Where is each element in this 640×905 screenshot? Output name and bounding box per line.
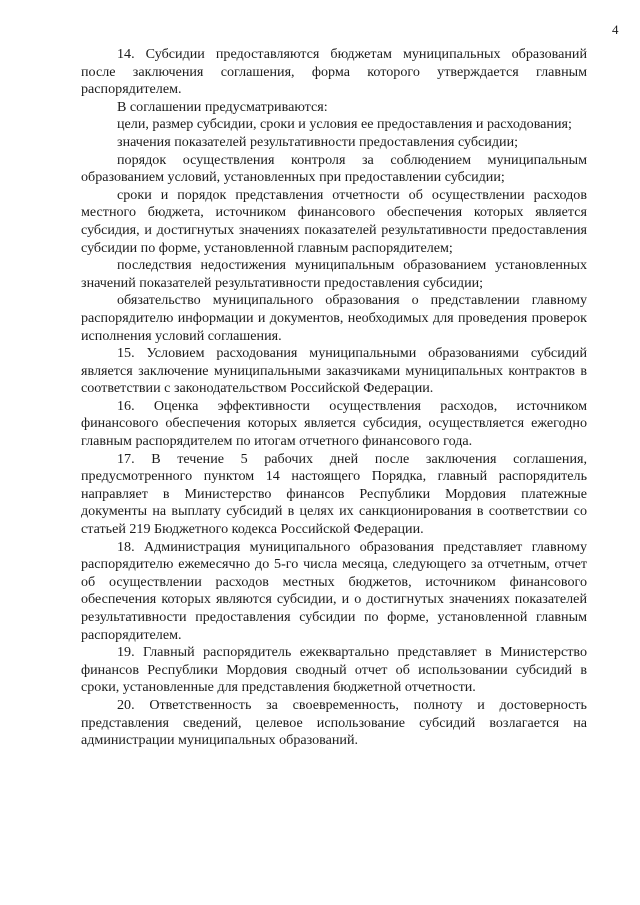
paragraph-agreement-control: порядок осуществления контроля за соблюдением муниципальным образованием условий, установленных при предоставлении субсидии; xyxy=(81,151,587,186)
paragraph-agreement-indicators: значения показателей результативности предоставления субсидии; xyxy=(117,133,519,150)
paragraph-17: 17. В течение 5 рабочих дней после заключения соглашения, предусмотренного пунктом 14 настоящего Порядка, главный распорядитель направляет в Министерство финансов Республики Мордовия платежные документы на выплату субсидий в целях их санкционирования в соответствии со статьей 219 Бюджетного кодекса Российской Федерации. xyxy=(81,450,587,538)
document-body xyxy=(81,46,587,750)
paragraph-14: 14. Субсидии предоставляются бюджетам муниципальных образований после заключения соглашения, форма которого утверждается главным распорядителем. xyxy=(81,46,587,98)
paragraph-20: 20. Ответственность за своевременность, полноту и достоверность представления сведений, целевое использование субсидий возлагается на администрации муниципальных образований. xyxy=(81,696,587,749)
paragraph-agreement-reporting: сроки и порядок представления отчетности об осуществлении расходов местного бюджета, источником финансового обеспечения которых является субсидия, и достигнутых значениях показателей результативности предоставления субсидии по форме, установленной главным распорядителем; xyxy=(81,186,587,256)
paragraph-agreement-obligation: обязательство муниципального образования о представлении главному распорядителю информации и документов, необходимых для проведения проверок исполнения условий соглашения. xyxy=(81,292,587,344)
paragraph-16: 16. Оценка эффективности осуществления расходов, источником финансового обеспечения которых является субсидия, осуществляется ежегодно главным распорядителем по итогам отчетного финансового года. xyxy=(81,397,587,450)
paragraph-15: 15. Условием расходования муниципальными образованиями субсидий является заключение муниципальными заказчиками муниципальных контрактов в соответствии с законодательством Российской Федерации. xyxy=(81,345,587,397)
paragraph-agreement-goals: цели, размер субсидии, сроки и условия ее предоставления и расходования; xyxy=(117,116,572,133)
paragraph-18: 18. Администрация муниципального образования представляет главному распорядителю ежемесячно до 5-го числа месяца, следующего за отчетным, отчет об осуществлении расходов местных бюджетов, источником финансового обеспечения которых являются субсидии, и о достигнутых значениях показателей результативности предоставления субсидии по форме, установленной главным распорядителем. xyxy=(81,538,587,643)
paragraph-agreement-intro: В соглашении предусматриваются: xyxy=(117,98,328,115)
paragraph-agreement-consequences: последствия недостижения муниципальным образованием установленных значений показателей результативности предоставления субсидии; xyxy=(81,257,587,291)
page-number: 4 xyxy=(612,22,619,37)
paragraph-19: 19. Главный распорядитель ежеквартально представляет в Министерство финансов Республики Мордовия сводный отчет об использовании субсидий в сроки, установленные для представления бюджетной отчетности. xyxy=(81,644,587,696)
